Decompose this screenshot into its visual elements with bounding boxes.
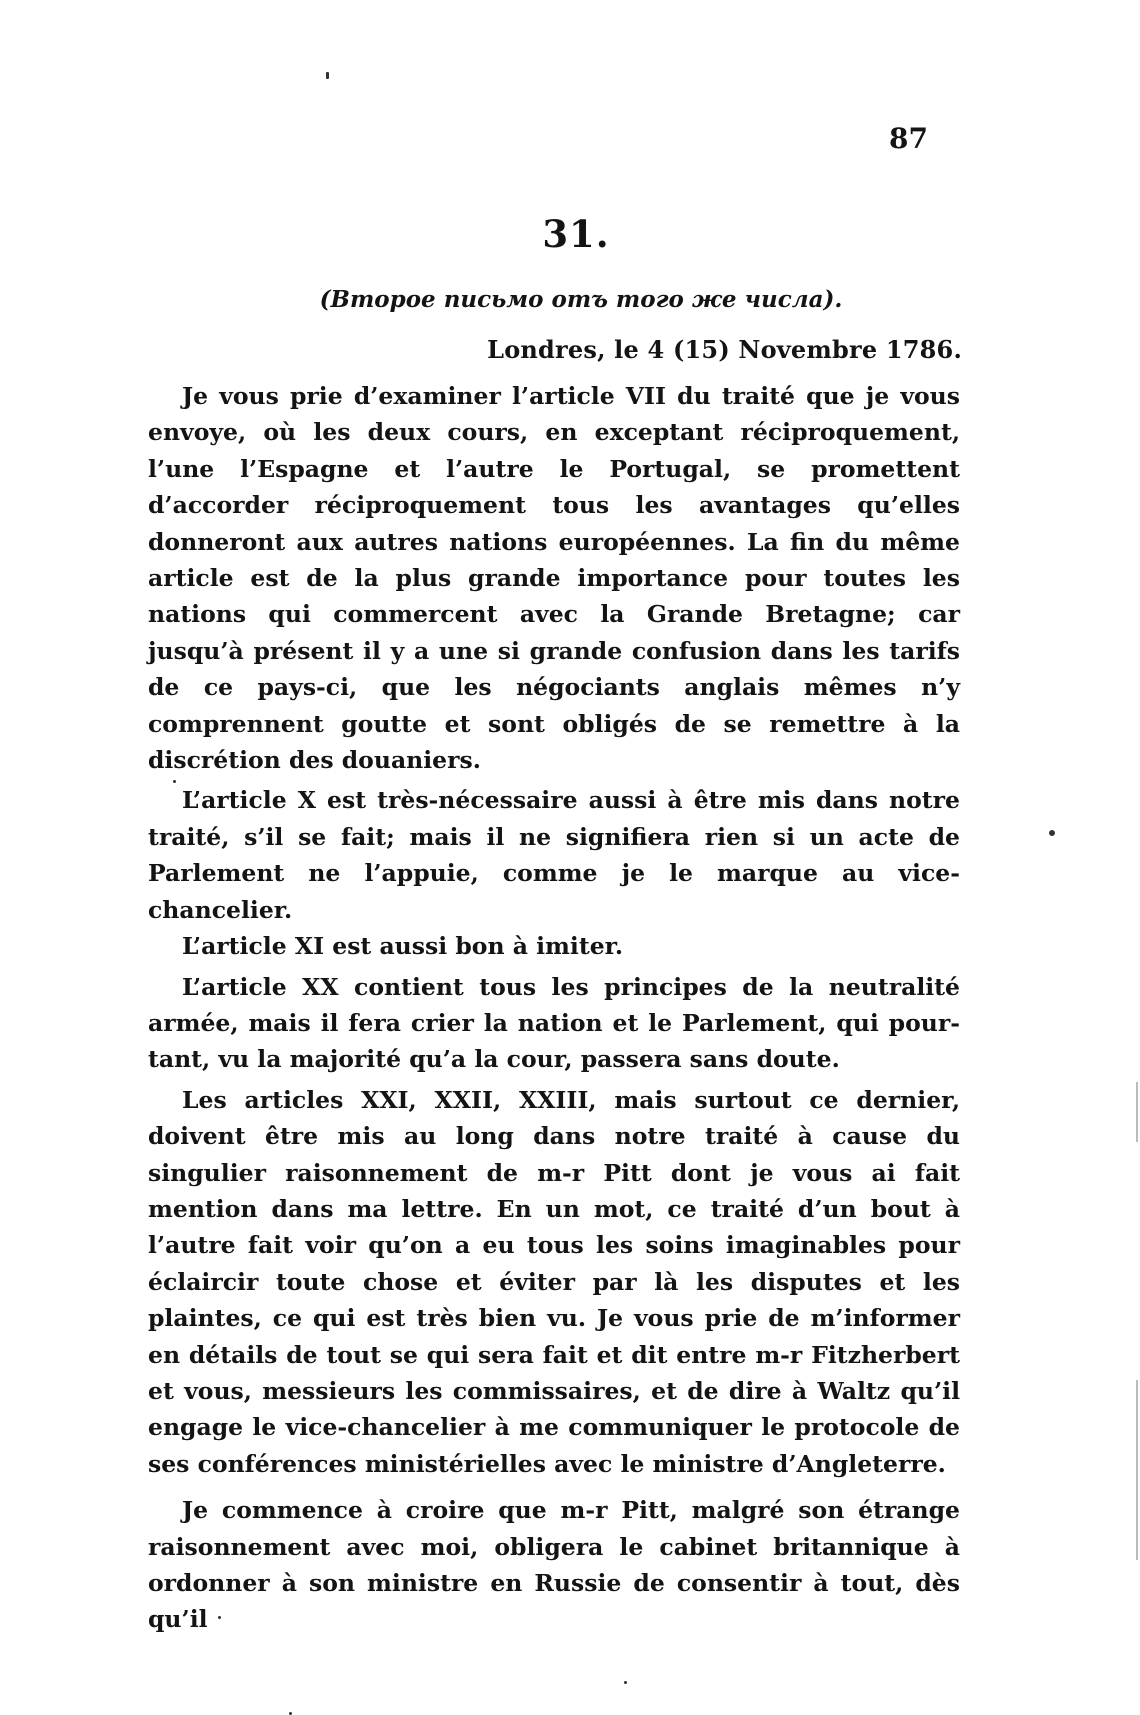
paragraph: Je vous prie d’examiner l’article VII du traité que je vous envoye, où les deux cours, en exceptant réciproquement, l’une l’Espagne et l’autre le Portugal, se promettent d’accorder réciproquement tous les avantages qu’elles donneront aux autres nations européennes. La fin du même article est de la plus grande importance pour toutes les nations qui commercent avec la Grande Bretagne; car jusqu’à présent il y a une si grande confusion dans les tarifs de ce pays-ci, que les négociants anglais mêmes n’y comprennent goutte et sont obligés de se remettre à la discrétion des douaniers. bbox=[148, 382, 960, 775]
scan-edge-line bbox=[1136, 1082, 1138, 1142]
paragraph: Je commence à croire que m-r Pitt, malgré son étrange raisonnement avec moi, obligera le cabinet britannique à ordonner à son ministre en Russie de consentir à tout, dès qu’il bbox=[148, 1496, 960, 1634]
page-number: 87 bbox=[889, 122, 928, 155]
paragraph: L’article X est très-nécessaire aussi à être mis dans notre traité, s’il se fait; mais il ne signifiera rien si un acte de Parlement ne l’appuie, comme je le marque au vice-chancelier. bbox=[148, 786, 960, 924]
scan-speck bbox=[326, 72, 329, 79]
scan-speck bbox=[624, 1681, 627, 1684]
scan-speck bbox=[1049, 830, 1055, 836]
scan-speck bbox=[173, 780, 176, 783]
paragraph: Les articles XXI, XXII, XXIII, mais surtout ce dernier, doivent être mis au long dans notre traité à cause du singulier raisonnement de m-r Pitt dont je vous ai fait mention dans ma lettre. En un mot, ce traité d’un bout à l’autre fait voir qu’on a eu tous les soins imaginables pour éclaircir toute chose et éviter par là les disputes et les plaintes, ce qui est très bien vu. Je vous prie de m’informer en détails de tout se qui sera fait et dit entre m-r Fitzherbert et vous, messieurs les commissaires, et de dire à Waltz qu’il engage le vice-chancelier à me communiquer le protocole de ses conférences ministérielles avec le ministre d’Angleterre. bbox=[148, 1085, 960, 1478]
paragraph: L’article XI est aussi bon à imiter. bbox=[182, 932, 624, 961]
letter-number: 31. bbox=[542, 212, 610, 256]
paragraph: L’article XX contient tous les principes de la neutralité armée, mais il fera crier la nation et le Parlement, qui pourtant, vu la majorité qu’a la cour, passera sans doute. bbox=[148, 972, 960, 1074]
scan-edge-line bbox=[1136, 1380, 1138, 1560]
letter-subtitle: (Второе письмо отъ того же числа). bbox=[319, 286, 843, 313]
letter-body bbox=[148, 378, 960, 1638]
scan-speck bbox=[218, 1616, 221, 1619]
dateline: Londres, le 4 (15) Novembre 1786. bbox=[487, 335, 962, 364]
